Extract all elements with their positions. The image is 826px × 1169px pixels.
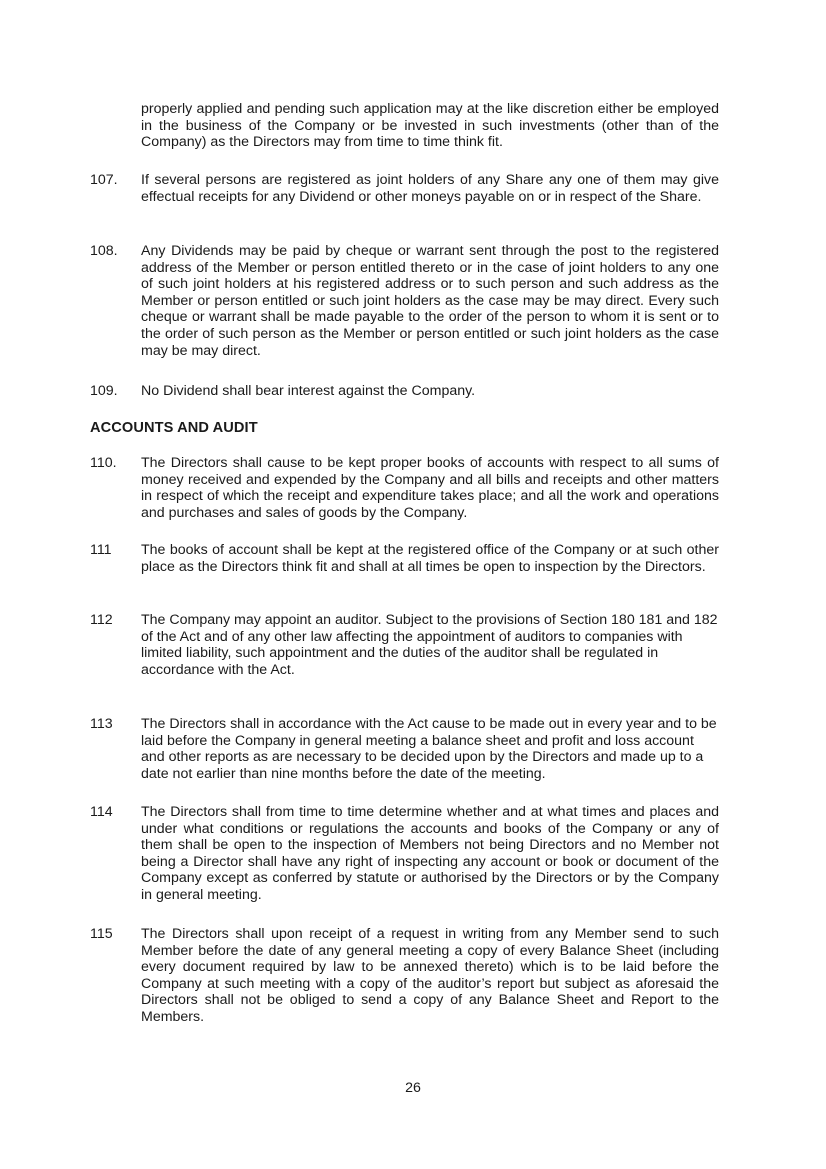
clause-number: 110. xyxy=(90,455,117,471)
clause-text: The Directors shall in accordance with the Act cause to be made out in every year and to be laid before the Company in general meeting a balance sheet and profit and loss account and other reports as are necessary to be decided upon by the Directors and made up to a date not earlier than nine months before the date of the meeting. xyxy=(141,716,717,782)
page-number: 26 xyxy=(405,1080,421,1096)
clause-number: 108. xyxy=(90,243,118,259)
clause-text: The Directors shall upon receipt of a request in writing from any Member send to such Member before the date of any general meeting a copy of every Balance Sheet (including every document required by law to be annexed thereto) which is to be laid before the Company at such meeting with a copy of the auditor’s report but subject as aforesaid the Directors shall not be obliged to send a copy of any Balance Sheet and Report to the Members. xyxy=(141,926,719,1025)
section-heading: ACCOUNTS AND AUDIT xyxy=(90,420,258,436)
clause-text: The Company may appoint an auditor. Subject to the provisions of Section 180 181 and 182 of the Act and of any other law affecting the appointment of auditors to companies with limited liability, such appointment and the duties of the auditor shall be regulated in accordance with the Act. xyxy=(141,612,718,678)
clause-number: 113 xyxy=(90,716,113,732)
clause-text: The Directors shall cause to be kept proper books of accounts with respect to all sums of money received and expended by the Company and all bills and receipts and other matters in respect of which the receipt and expenditure takes place; and all the work and operations and purchases and sales of goods by the Company. xyxy=(141,455,719,521)
clause-number: 114 xyxy=(90,804,113,820)
continuation-paragraph: properly applied and pending such application may at the like discretion either be employed in the business of the Company or be invested in such investments (other than of the Company) as the Directors may from time to time think fit. xyxy=(141,101,719,151)
clause-text: No Dividend shall bear interest against the Company. xyxy=(141,383,476,399)
clause-number: 115 xyxy=(90,926,113,942)
clause-number: 107. xyxy=(90,172,118,188)
clause-text: If several persons are registered as joint holders of any Share any one of them may give effectual receipts for any Dividend or other moneys payable on or in respect of the Share. xyxy=(141,172,719,205)
clause-number: 111 xyxy=(90,542,112,558)
clause-text: The books of account shall be kept at the registered office of the Company or at such other place as the Directors think fit and shall at all times be open to inspection by the Directors. xyxy=(141,542,719,575)
clause-text: The Directors shall from time to time determine whether and at what times and places and under what conditions or regulations the accounts and books of the Company or any of them shall be open to the inspection of Members not being Directors and no Member not being a Director shall have any right of inspecting any account or book or document of the Company except as conferred by statute or authorised by the Directors or by the Company in general meeting. xyxy=(141,804,719,903)
clause-text: Any Dividends may be paid by cheque or warrant sent through the post to the registered address of the Member or person entitled thereto or in the case of joint holders to any one of such joint holders at his registered address or to such person and such address as the Member or person entitled or such joint holders as the case may be may direct. Every such cheque or warrant shall be made payable to the order of the person to whom it is sent or to the order of such person as the Member or person entitled or such joint holders as the case may be may direct. xyxy=(141,243,719,359)
clause-number: 112 xyxy=(90,612,113,628)
clause-number: 109. xyxy=(90,383,118,399)
